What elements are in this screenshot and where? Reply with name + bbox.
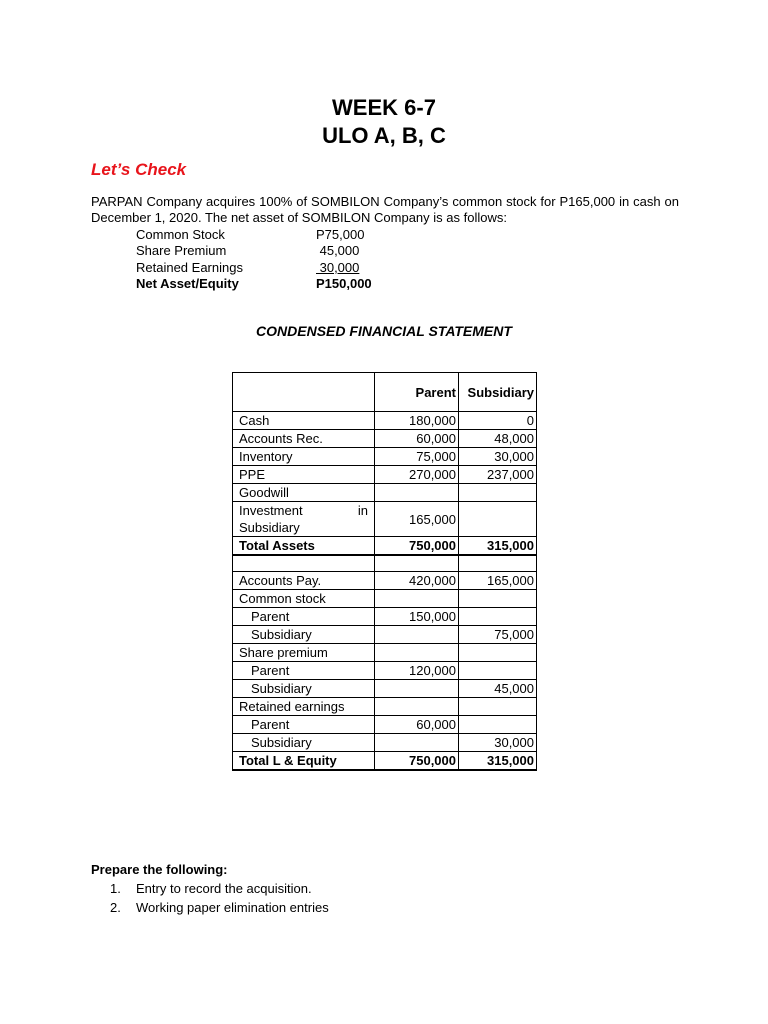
parent-value: 180,000 (375, 412, 459, 430)
page-title-week: WEEK 6-7 (332, 95, 436, 120)
subsidiary-value: 48,000 (459, 430, 537, 448)
row-label: Retained earnings (233, 698, 375, 716)
parent-value (375, 680, 459, 698)
subsidiary-value (459, 608, 537, 626)
table-row (233, 716, 537, 734)
subsidiary-value: 30,000 (459, 734, 537, 752)
table-row-total-le (233, 752, 537, 771)
table-row (233, 698, 537, 716)
subsidiary-value (459, 644, 537, 662)
parent-value (375, 734, 459, 752)
table-row (233, 466, 537, 484)
net-asset-label: Net Asset/Equity (136, 275, 239, 291)
net-asset-value: P150,000 (316, 275, 372, 291)
net-asset-value: 30,000 (316, 259, 360, 275)
table-row (233, 680, 537, 698)
table-row (233, 626, 537, 644)
row-label: Parent (233, 608, 375, 626)
list-item-number: 2. (110, 900, 121, 915)
parent-value (375, 484, 459, 502)
row-label: Subsidiary (233, 734, 375, 752)
table-row (233, 662, 537, 680)
row-label: Accounts Pay. (233, 572, 375, 590)
row-label: PPE (233, 466, 375, 484)
statement-title: CONDENSED FINANCIAL STATEMENT (256, 323, 512, 339)
subsidiary-value (459, 484, 537, 502)
list-item (110, 898, 329, 917)
parent-value: 120,000 (375, 662, 459, 680)
row-label: Subsidiary (233, 680, 375, 698)
parent-value (375, 626, 459, 644)
parent-value: 60,000 (375, 716, 459, 734)
table-row (233, 572, 537, 590)
parent-value: 420,000 (375, 572, 459, 590)
row-label: Inventory (233, 448, 375, 466)
table-row-total-assets (233, 537, 537, 556)
row-label: Subsidiary (233, 626, 375, 644)
subsidiary-value: 45,000 (459, 680, 537, 698)
subsidiary-value (459, 662, 537, 680)
subsidiary-value (459, 502, 537, 537)
row-label: Accounts Rec. (233, 430, 375, 448)
net-asset-row (136, 243, 386, 259)
subsidiary-value (459, 698, 537, 716)
financial-statement-table (232, 372, 537, 771)
row-label: Cash (233, 412, 375, 430)
list-item-text: Working paper elimination entries (136, 900, 329, 915)
row-label: Goodwill (233, 484, 375, 502)
table-row (233, 644, 537, 662)
row-label: Common stock (233, 590, 375, 608)
parent-value: 270,000 (375, 466, 459, 484)
parent-value: 60,000 (375, 430, 459, 448)
net-asset-label: Share Premium (136, 243, 227, 259)
section-heading: Let’s Check (91, 160, 187, 179)
net-asset-label: Retained Earnings (136, 259, 243, 275)
list-item-text: Entry to record the acquisition. (136, 881, 312, 896)
table-header-subsidiary: Subsidiary (459, 373, 537, 412)
table-row (233, 430, 537, 448)
parent-value: 75,000 (375, 448, 459, 466)
net-asset-label: Common Stock (136, 227, 225, 242)
subsidiary-value: 315,000 (459, 752, 537, 771)
net-asset-row (136, 227, 386, 243)
net-asset-total-row (136, 276, 386, 292)
net-asset-value: 45,000 (316, 243, 360, 259)
parent-value: 150,000 (375, 608, 459, 626)
subsidiary-value: 30,000 (459, 448, 537, 466)
subsidiary-value (459, 716, 537, 734)
list-item-number: 1. (110, 881, 121, 896)
subsidiary-value: 0 (459, 412, 537, 430)
parent-value: 750,000 (375, 537, 459, 556)
row-label: Parent (233, 716, 375, 734)
row-label: Total L & Equity (233, 752, 375, 771)
subsidiary-value: 75,000 (459, 626, 537, 644)
net-asset-row (136, 260, 386, 276)
intro-paragraph (91, 194, 679, 226)
net-asset-list (136, 227, 386, 292)
row-label: Total Assets (233, 537, 375, 556)
investment-label-b: in (357, 503, 368, 518)
table-row (233, 608, 537, 626)
subsidiary-value: 315,000 (459, 537, 537, 556)
parent-value: 750,000 (375, 752, 459, 771)
row-label (233, 502, 375, 537)
table-row (233, 590, 537, 608)
table-header-parent: Parent (375, 373, 459, 412)
subsidiary-value (459, 590, 537, 608)
net-asset-value: P75,000 (316, 227, 365, 242)
prepare-heading: Prepare the following: (91, 862, 228, 877)
list-item (110, 879, 329, 898)
row-label: Parent (233, 662, 375, 680)
investment-label-a: Investment (239, 503, 303, 518)
table-row (233, 448, 537, 466)
table-row-investment (233, 502, 537, 537)
subsidiary-value: 237,000 (459, 466, 537, 484)
prepare-list (110, 879, 329, 917)
table-header-blank (233, 373, 375, 412)
parent-value (375, 698, 459, 716)
table-header-row (233, 373, 537, 412)
parent-value: 165,000 (375, 502, 459, 537)
investment-label-c: Subsidiary (239, 520, 300, 535)
parent-value (375, 590, 459, 608)
parent-value (375, 644, 459, 662)
page-title-ulo: ULO A, B, C (322, 123, 446, 148)
subsidiary-value: 165,000 (459, 572, 537, 590)
table-row (233, 484, 537, 502)
table-row (233, 734, 537, 752)
intro-text: PARPAN Company acquires 100% of SOMBILON Company’s common stock for P165,000 in cash on December 1, 2020. The net asset of SOMBILON Company is as follows: (91, 194, 679, 225)
table-row (233, 412, 537, 430)
row-label: Share premium (233, 644, 375, 662)
table-spacer-row (233, 555, 537, 572)
